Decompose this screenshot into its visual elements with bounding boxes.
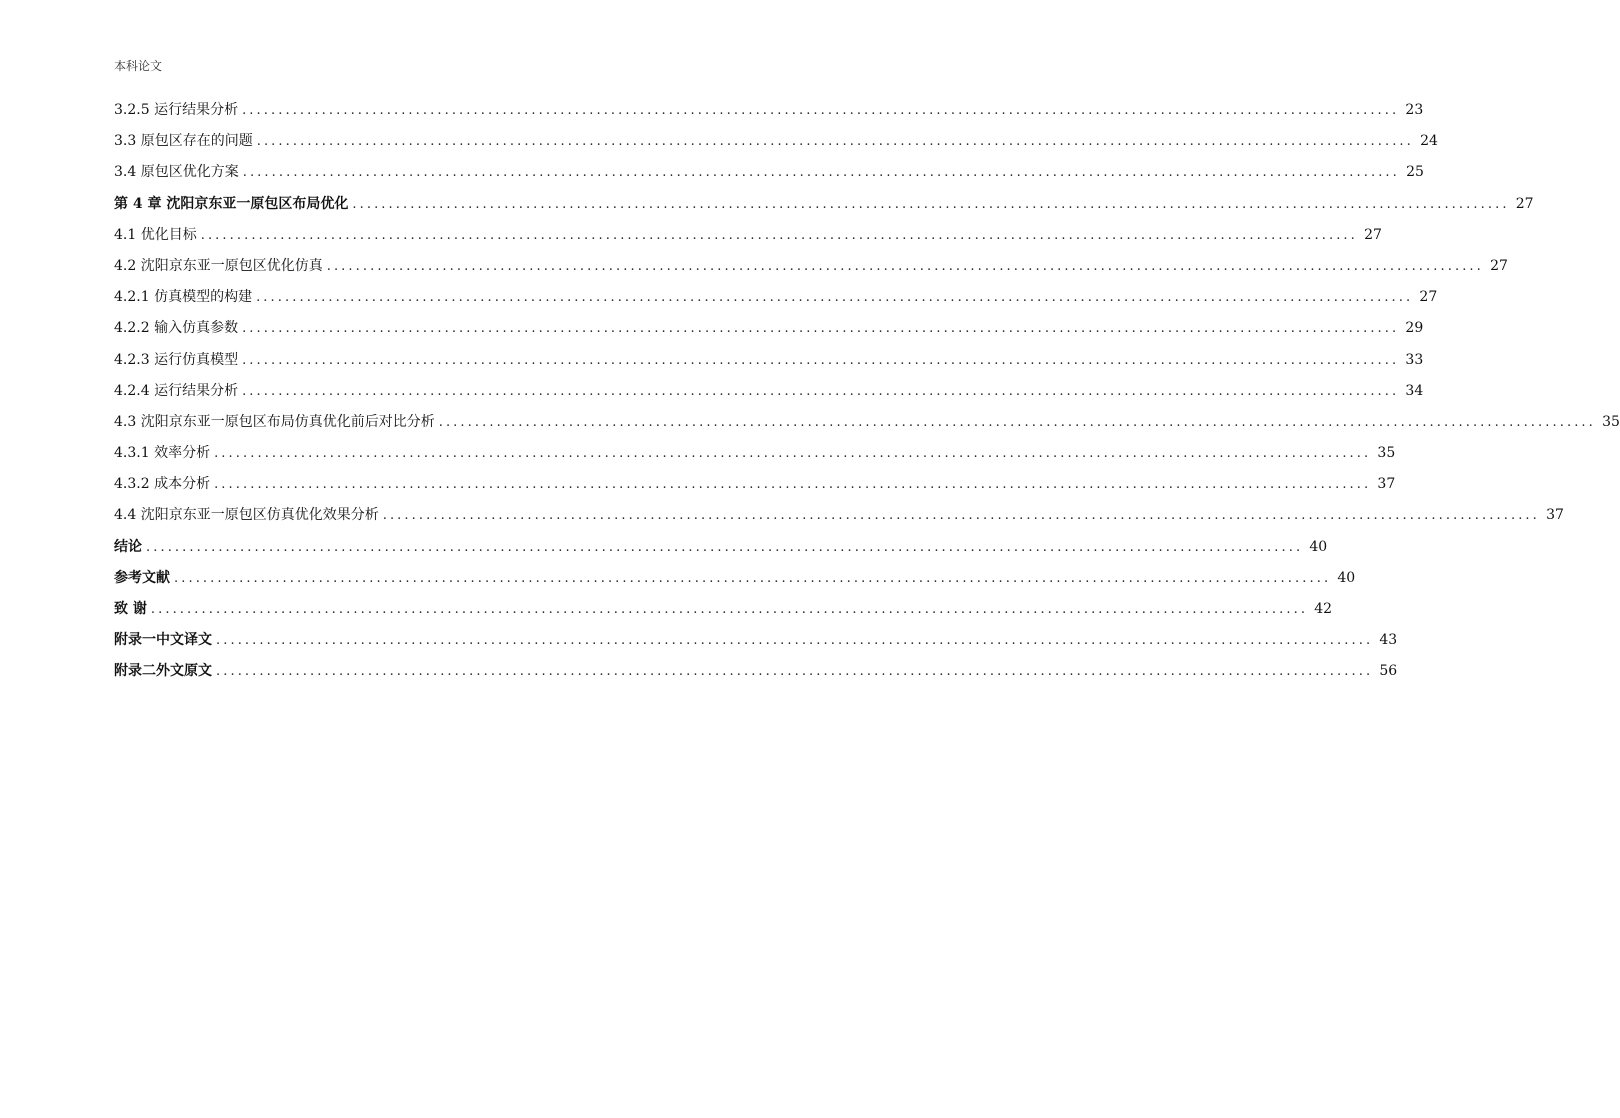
toc-leader-dots: ................................................................................................................................................................ (326, 258, 1484, 274)
toc-entry-page: 27 (1364, 226, 1382, 243)
toc-leader-dots: ................................................................................................................................................................ (150, 602, 1309, 617)
toc-entry-label: 附录二外文原文 (114, 663, 212, 680)
toc-entry-page: 43 (1379, 632, 1398, 649)
toc-entry-page: 27 (1490, 257, 1508, 274)
toc-entry-page: 25 (1406, 164, 1424, 181)
toc-entry-label: 附录一中文译文 (114, 632, 212, 649)
toc-leader-dots: ................................................................................................................................................................ (174, 570, 1332, 586)
toc-entry[interactable] (114, 282, 1438, 313)
toc-entry-label: 4.4 沈阳京东亚一原包区仿真优化效果分析 (114, 507, 379, 524)
table-of-contents (114, 95, 1620, 688)
toc-leader-dots: ................................................................................................................................................................ (214, 446, 1372, 462)
toc-entry-label: 4.1 优化目标 (114, 226, 197, 243)
toc-leader-dots: ................................................................................................................................................................ (214, 477, 1372, 493)
toc-entry[interactable] (114, 656, 1398, 687)
toc-entry-label: 4.2.1 仿真模型的构建 (114, 289, 253, 306)
toc-entry[interactable] (114, 594, 1333, 625)
toc-entry-label: 4.2.3 运行仿真模型 (114, 351, 239, 368)
toc-entry-page: 27 (1515, 195, 1534, 212)
toc-leader-dots: ................................................................................................................................................................ (146, 539, 1304, 555)
toc-leader-dots: ................................................................................................................................................................ (242, 321, 1400, 337)
toc-entry[interactable] (114, 313, 1424, 344)
toc-entry[interactable] (114, 376, 1424, 407)
toc-leader-dots: ................................................................................................................................................................ (242, 165, 1400, 181)
toc-leader-dots: ................................................................................................................................................................ (216, 633, 1374, 649)
toc-leader-dots: ................................................................................................................................................................ (242, 352, 1400, 368)
toc-entry-label: 4.2.2 输入仿真参数 (114, 320, 239, 337)
toc-entry[interactable] (114, 220, 1382, 251)
toc-leader-dots: ................................................................................................................................................................ (382, 508, 1540, 524)
toc-entry-label: 4.3 沈阳京东亚一原包区布局仿真优化前后对比分析 (114, 413, 435, 430)
toc-entry-label: 第 4 章 沈阳京东亚一原包区布局优化 (114, 195, 349, 212)
toc-entry-page: 33 (1405, 351, 1424, 368)
toc-entry[interactable] (114, 126, 1438, 157)
toc-entry[interactable] (114, 500, 1564, 531)
toc-entry-label: 3.4 原包区优化方案 (114, 164, 239, 181)
toc-entry-page: 29 (1405, 320, 1424, 337)
toc-entry-label: 4.2.4 运行结果分析 (114, 382, 239, 399)
toc-entry-page: 34 (1405, 382, 1424, 399)
toc-entry[interactable] (114, 251, 1508, 282)
toc-entry[interactable] (114, 157, 1424, 188)
toc-entry[interactable] (114, 189, 1534, 220)
toc-leader-dots: ................................................................................................................................................................ (352, 196, 1510, 212)
toc-entry-label: 3.3 原包区存在的问题 (114, 133, 253, 150)
toc-entry[interactable] (114, 407, 1620, 438)
toc-entry[interactable] (114, 345, 1424, 376)
toc-leader-dots: ................................................................................................................................................................ (242, 103, 1400, 118)
toc-leader-dots: ................................................................................................................................................................ (216, 664, 1374, 680)
toc-entry-label: 4.3.1 效率分析 (114, 445, 211, 462)
toc-entry-page: 35 (1602, 413, 1620, 430)
toc-entry[interactable] (114, 469, 1396, 500)
toc-entry-label: 参考文献 (114, 569, 170, 586)
toc-entry[interactable] (114, 563, 1356, 594)
toc-leader-dots: ................................................................................................................................................................ (256, 134, 1414, 150)
toc-entry-label: 4.3.2 成本分析 (114, 476, 211, 493)
toc-entry-page: 37 (1546, 507, 1564, 524)
toc-entry[interactable] (114, 95, 1424, 126)
toc-entry-label: 致 谢 (114, 601, 147, 617)
toc-entry-label: 3.2.5 运行结果分析 (114, 102, 239, 118)
toc-leader-dots: ................................................................................................................................................................ (256, 290, 1414, 306)
toc-entry-page: 42 (1314, 601, 1333, 617)
toc-entry[interactable] (114, 532, 1328, 563)
toc-entry-page: 37 (1377, 476, 1396, 493)
toc-leader-dots: ................................................................................................................................................................ (242, 383, 1400, 399)
toc-entry[interactable] (114, 438, 1396, 469)
toc-entry-page: 40 (1309, 538, 1328, 555)
toc-entry-label: 4.2 沈阳京东亚一原包区优化仿真 (114, 257, 323, 274)
toc-entry-page: 35 (1377, 445, 1396, 462)
toc-leader-dots: ................................................................................................................................................................ (200, 227, 1358, 243)
page-header: 本科论文 (114, 59, 163, 73)
toc-entry-page: 24 (1420, 133, 1438, 150)
toc-entry-page: 40 (1337, 569, 1356, 586)
toc-leader-dots: ................................................................................................................................................................ (438, 414, 1596, 430)
toc-entry-label: 结论 (114, 538, 142, 555)
toc-entry[interactable] (114, 625, 1398, 656)
toc-entry-page: 23 (1405, 102, 1424, 118)
toc-entry-page: 56 (1379, 663, 1398, 680)
toc-entry-page: 27 (1419, 289, 1438, 306)
